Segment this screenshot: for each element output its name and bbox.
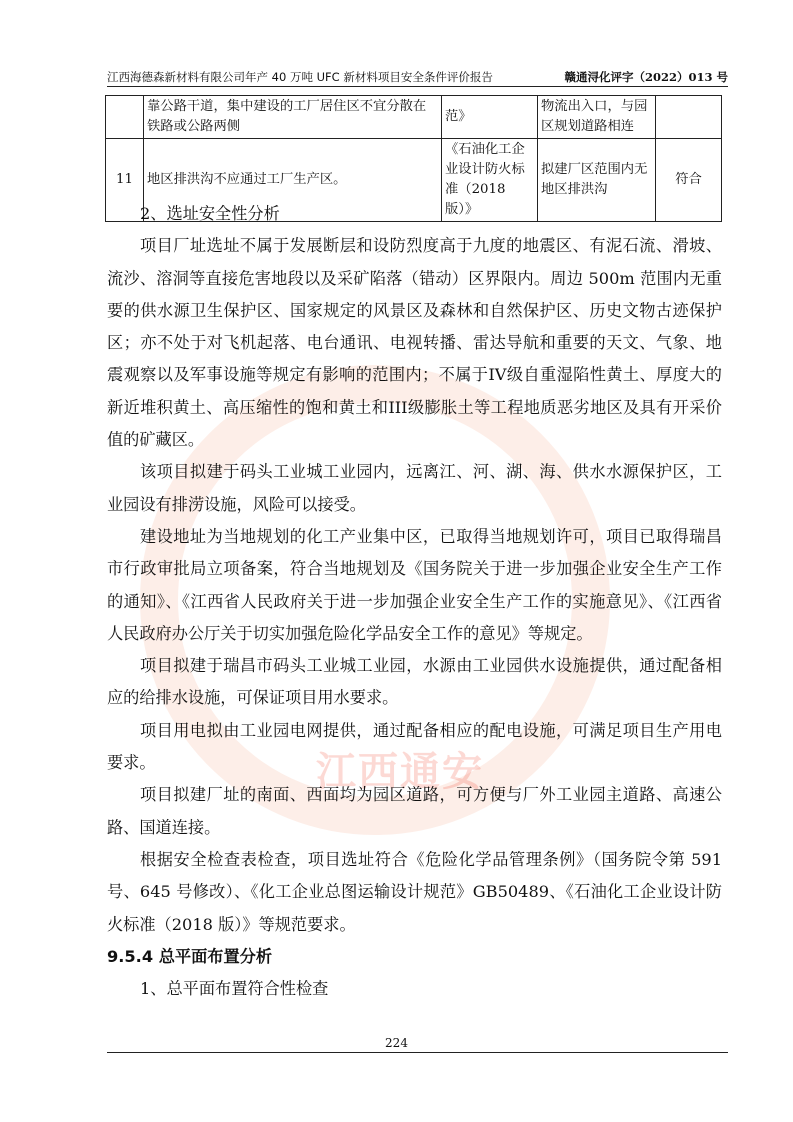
cell-check-item: 地区排洪沟不应通过工厂生产区。 (144, 139, 442, 222)
cell-actual-situation: 物流出入口，与园区规划道路相连 (538, 96, 656, 139)
cell-result: 符合 (656, 139, 722, 222)
section-heading-layout-analysis: 9.5.4 总平面布置分析 (107, 946, 273, 966)
cell-basis: 范》 (442, 96, 538, 139)
page-header (107, 68, 728, 87)
paragraph: 项目拟建于瑞昌市码头工业城工业园，水源由工业园供水设施提供，通过配备相应的给排水设施，可保证项目用水要求。 (107, 656, 722, 708)
paragraph: 该项目拟建于码头工业城工业园内，远离江、河、湖、海、供水水源保护区，工业园设有排涝设施，风险可以接受。 (107, 462, 722, 514)
cell-actual-situation: 拟建厂区范围内无地区排洪沟 (538, 139, 656, 222)
footer-divider (107, 1052, 728, 1053)
page-number: 224 (385, 1036, 408, 1050)
cell-basis: 《石油化工企业设计防火标准（2018 版）》 (442, 139, 538, 222)
paragraph: 项目厂址选址不属于发展断层和设防烈度高于九度的地震区、有泥石流、滑坡、流沙、溶洞等直接危害地段以及采矿陷落（错动）区界限内。周边 500m 范围内无重要的供水源卫生保护区、国家规定的风景区及森林和自然保护区、历史文物古迹保护区；亦不处于对飞机起落、电台通讯、电视转播、雷达导航和重要的天文、气象、地震观察以及军事设施等规定有影响的范围内；不属于IV级自重湿陷性黄土、厚度大的新近堆积黄土、高压缩性的饱和黄土和III级膨胀土等工程地质恶劣地区及具有开采价值的矿藏区。 (107, 236, 722, 450)
body-text (107, 198, 722, 1005)
cell-result (656, 96, 722, 139)
watermark-text: 江西通安 (316, 749, 484, 795)
paragraph: 项目用电拟由工业园电网提供，通过配备相应的配电设施，可满足项目生产用电要求。 (107, 720, 722, 773)
section-heading-site-safety: 2、选址安全性分析 (140, 204, 280, 223)
subsection-heading: 1、总平面布置符合性检查 (140, 979, 329, 999)
table-row (106, 96, 722, 139)
paragraph: 项目拟建厂址的南面、西面均为园区道路，可方便与厂外工业园主道路、高速公路、国道连接。 (107, 785, 722, 837)
cell-number (106, 96, 144, 139)
header-report-title: 江西海德森新材料有限公司年产 40 万吨 UFC 新材料项目安全条件评价报告 (107, 70, 493, 84)
paragraph: 根据安全检查表检查，项目选址符合《危险化学品管理条例》（国务院令第 591 号、645 号修改）、《化工企业总图运输设计规范》GB50489、《石油化工企业设计防火标准（2018 版）》等规范要求。 (107, 849, 722, 934)
header-report-number: 赣通浔化评字（2022）013 号 (564, 70, 728, 84)
cell-number: 11 (106, 139, 144, 222)
cell-check-item: 靠公路干道，集中建设的工厂居住区不宜分散在铁路或公路两侧 (144, 96, 442, 139)
paragraph: 建设地址为当地规划的化工产业集中区，已取得当地规划许可，项目已取得瑞昌市行政审批局立项备案，符合当地规划及《国务院关于进一步加强企业安全生产工作的通知》、《江西省人民政府关于进一步加强企业安全生产工作的实施意见》、《江西省人民政府办公厅关于切实加强危险化学品安全工作的意见》等规定。 (107, 526, 722, 643)
